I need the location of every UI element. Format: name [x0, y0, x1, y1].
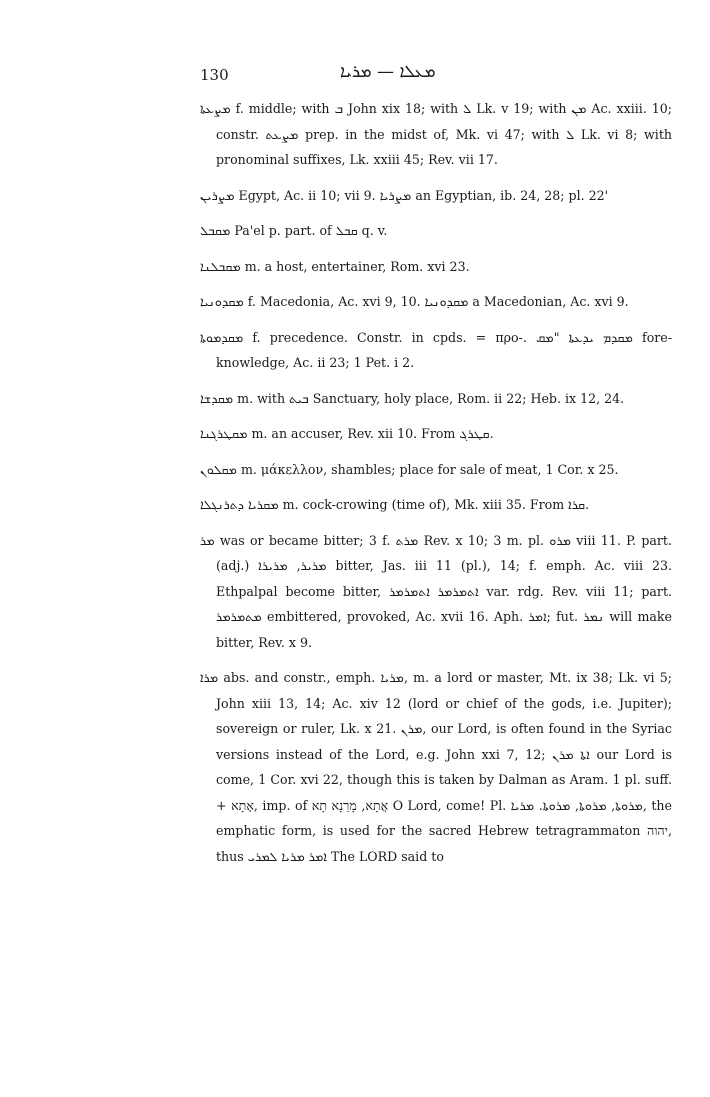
page-header: [200, 62, 672, 92]
entry-accuser: ܡܩܛܪܓܢܐ m. an accuser, Rev. xii 10. From ܩܛܪܓ.: [200, 426, 494, 441]
entry-egypt: ܡܨܪܝܢ Egypt, Ac. ii 10; vii 9. ܡܨܪܝܐ an Egyptian, ib. 24, 28; pl. 22': [200, 187, 609, 203]
entry-sanctuary: ܡܩܕܫܐ m. with ܒܝܬ Sanctuary, holy place, Rom. ii 22; Heb. ix 12, 24.: [200, 390, 625, 406]
entry-middle: ܡܨܥܬܐ f. middle; with ܒ John xix 18; with ܠ Lk. v 19; with ܡܢ Ac. xxiii. 10; constr. ܡܨܥܬ prep. in the midst of, Mk. vi 47; with ܠ Lk. vi 8; with pronominal suffixes, Lk. xxiii 45; Rev. vii 17.: [200, 101, 673, 167]
entry-cock-crowing: ܡܩܪܝܐ ܕܬܪܢܓܠܐ m. cock-crowing (time of), Mk. xiii 35. From ܩܪܐ.: [200, 497, 590, 512]
entry-precedence: ܡܩܕܡܘܬܐ f. precedence. Constr. in cpds. = προ-. ܡܩܕܡ ܝܕܥܬܐ "ܡܩ fore-knowledge, Ac. ii 23; 1 Pet. i 2.: [200, 329, 672, 370]
entry-macedonia: ܡܩܕܘܢܝܐ f. Macedonia, Ac. xvi 9, 10. ܡܩܕܘܢܝܐ a Macedonian, Ac. xvi 9.: [200, 294, 629, 309]
entry-paal-participle: ܡܩܒܠ Pa'el p. part. of ܩܒܠ q. v.: [200, 223, 388, 238]
page-number: 130: [200, 66, 229, 84]
entry-lord: ܡܪܐ abs. and constr., emph. ܡܪܝܐ, m. a lord or master, Mt. ix 38; Lk. vi 5; John xiii 13, 14; Ac. xiv 12 (lord or chief of the gods, i.e. Jupiter); sovereign or ruler, Lk. x 21. ܡܪܢ, our Lord, is often found in the Syriac versions instead of the Lord, e.g. John xxi 7, 12; ܐܬܐ ܡܪܢ our Lord is come, 1 Cor. xvi 22, though this is taken by Dalman as Aram. 1 pl. suff. + אָתָא, imp. of אֲתָא, מָרַנָא תָא O Lord, come! Pl. ܡܪܘܬܐ, ܡܪܘܬܐ, ܡܪܘܬܐ. ܡܪܝܐ, the emphatic form, is used for the sacred Hebrew tetragrammaton יהוה, thus ܐܡܪ ܡܪܝܐ ܠܡܪܝ The LORD said to: [200, 670, 672, 864]
entry-bitter: ܡܪ was or became bitter; 3 f. ܡܪܬ Rev. x 10; 3 m. pl. ܡܪܘ viii 11. P. part. (adj.) ܡܪܝܪ, ܡܪܝܪܐ bitter, Jas. iii 11 (pl.), 14; f. emph. Ac. viii 23. Ethpalpal become bitter, ܐܬܡܪܡܪ ܐܬܡܪܡܪ var. rdg. Rev. viii 11; part. ܡܬܡܪܡܪ embittered, provoked, Ac. xvii 16. Aph. ܐܡܪ; fut. ܢܡܪ will make bitter, Rev. x 9.: [200, 532, 673, 650]
entry-host: ܡܩܒܠܢܐ m. a host, entertainer, Rom. xvi 23.: [200, 258, 470, 274]
entries-column: [200, 96, 672, 879]
entry-shambles: ܡܩܠܘܢ m. μάκελλον, shambles; place for sale of meat, 1 Cor. x 25.: [200, 461, 619, 477]
running-title: ܡܥܠܐ — ܡܪܝܐ: [340, 62, 436, 82]
